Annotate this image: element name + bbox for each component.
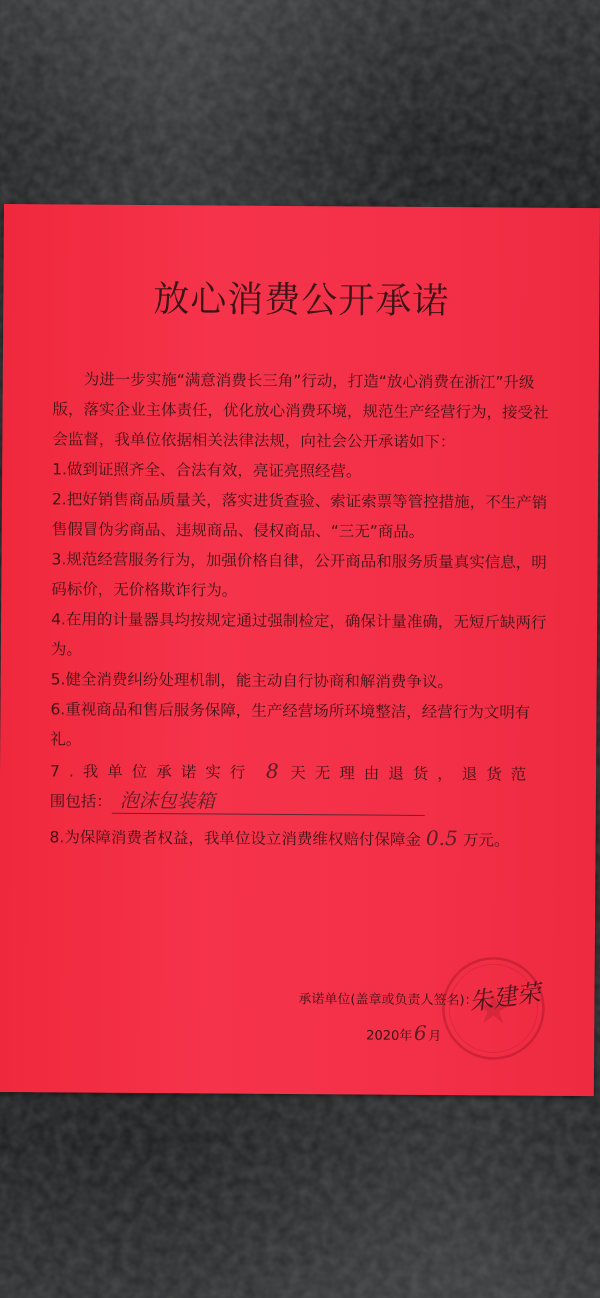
document-title: 放心消费公开承诺 <box>153 279 450 323</box>
clause-3: 3.规范经营服务行为，加强价格自律，公开商品和服务质量真实信息，明码标价，无价格欺诈行为。 <box>51 550 547 600</box>
red-pledge-sheet <box>0 204 600 1096</box>
clause-1: 1.做到证照齐全、合法有效，亮证亮照经营。 <box>52 460 362 481</box>
clause-7-middle: 天无理由退货，退货范 <box>290 764 536 784</box>
clause-7-scope-label: 围包括： <box>49 792 112 811</box>
clause-2: 2.把好销售商品质量关，落实进货查验、索证索票等管控措施，不生产销售假冒伪劣商品、违规商品、侵权商品、“三无”商品。 <box>51 490 548 541</box>
return-days-handwritten: 8 <box>265 758 279 783</box>
deposit-amount-handwritten: 0.5 <box>425 825 458 851</box>
clause-8-suffix: 万元。 <box>462 831 510 850</box>
clause-7-prefix: 7.我单位承诺实行 <box>49 762 255 782</box>
signoff-month-label: 月 <box>428 1028 442 1045</box>
signoff-month-handwritten: 6 <box>413 1020 427 1045</box>
clause-8-prefix: 8.为保障消费者权益，我单位设立消费维权赔付保障金 <box>49 828 421 849</box>
signoff-date <box>366 1021 441 1046</box>
signoff-year: 2020年 <box>366 1028 413 1044</box>
handwritten-signature: 朱建荣 <box>467 978 543 1017</box>
clause-5: 5.健全消费纠纷处理机制，能主动自行协商和解消费争议。 <box>50 670 454 692</box>
clause-8 <box>49 820 555 856</box>
signoff-label: 承诺单位(盖章或负责人签名)： <box>298 992 478 1009</box>
clause-6: 6.重视商品和售后服务保障，生产经营场所环境整洁，经营行为文明有礼。 <box>50 700 531 749</box>
clause-4: 4.在用的计量器具均按规定通过强制检定，确保计量准确，无短斤缺两行为。 <box>50 610 547 659</box>
return-scope-handwritten: 泡沫包装箱 <box>112 789 425 816</box>
clause-7 <box>50 754 556 820</box>
document-body <box>49 364 558 856</box>
intro-paragraph: 为进一步实施“满意消费长三角”行动，打造“放心消费在浙江”升级版，落实企业主体责任，优化放心消费环境，规范生产经营行为，接受社会监督，我单位依据相关法律法规，向社会公开承诺如下： <box>52 370 549 452</box>
